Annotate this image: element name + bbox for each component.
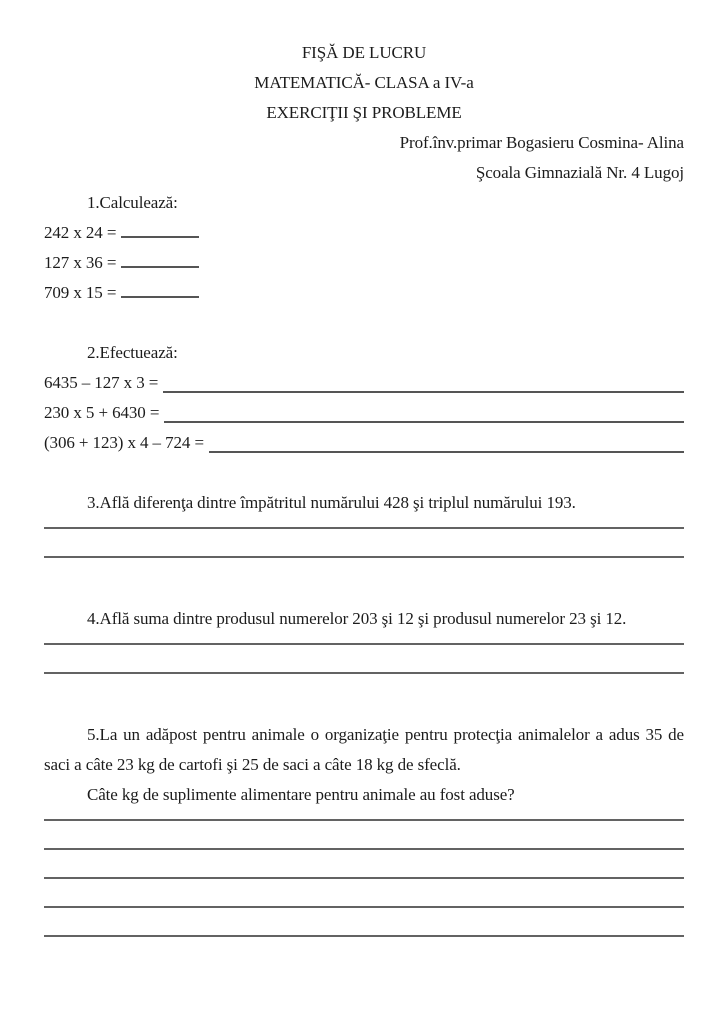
answer-line (44, 529, 684, 558)
answer-line (44, 908, 684, 937)
exercise-row (44, 368, 684, 398)
exercise-text: (306 + 123) x 4 – 724 = (44, 433, 204, 452)
answer-line (44, 850, 684, 879)
section1-title: 1.Calculează: (87, 193, 178, 212)
answer-line (44, 821, 684, 850)
answer-blank (121, 296, 199, 298)
section2-title: 2.Efectuează: (87, 343, 178, 362)
answer-line (44, 645, 684, 674)
problem4-text: 4.Află suma dintre produsul numerelor 203 şi 12 şi produsul numerelor 23 şi 12. (87, 609, 627, 628)
answer-blank (121, 236, 199, 238)
exercise-text: 127 x 36 = (44, 253, 117, 272)
vertical-gap (44, 458, 684, 488)
vertical-gap (44, 558, 684, 604)
school-line: Şcoala Gimnazială Nr. 4 Lugoj (475, 163, 684, 182)
exercise-text: 6435 – 127 x 3 = (44, 373, 159, 392)
exercise-text: 242 x 24 = (44, 223, 117, 242)
problem5-answer-lines (44, 792, 684, 937)
exercise-row (44, 428, 684, 458)
answer-blank (163, 391, 684, 393)
answer-blank (209, 451, 684, 453)
author-line: Prof.înv.primar Bogasieru Cosmina- Alina (399, 133, 684, 152)
answer-blank (164, 421, 684, 423)
exercise-row (44, 398, 684, 428)
exercise-text: 230 x 5 + 6430 = (44, 403, 160, 422)
doc-subtitle: MATEMATICĂ- CLASA a IV-a (254, 73, 474, 92)
doc-title: FIŞĂ DE LUCRU (301, 43, 427, 62)
problem5-question: Câte kg de suplimente alimentare pentru animale au fost aduse? (87, 785, 515, 804)
problem5-text: 5.La un adăpost pentru animale o organizaţie pentru protecţia animalelor a adus 35 de saci a câte 23 kg de cartofi şi 25 de saci a câte 18 kg de sfeclă. (44, 725, 684, 774)
doc-subtitle-2: EXERCIŢII ŞI PROBLEME (266, 103, 462, 122)
exercise-row (44, 248, 684, 278)
exercise-row (44, 278, 684, 308)
problem3-text: 3.Află diferenţa dintre împătritul numărului 428 şi triplul numărului 193. (87, 493, 576, 512)
vertical-gap (44, 308, 684, 338)
exercise-row (44, 218, 684, 248)
vertical-gap (44, 674, 684, 720)
answer-line (44, 879, 684, 908)
answer-blank (121, 266, 199, 268)
exercise-text: 709 x 15 = (44, 283, 117, 302)
